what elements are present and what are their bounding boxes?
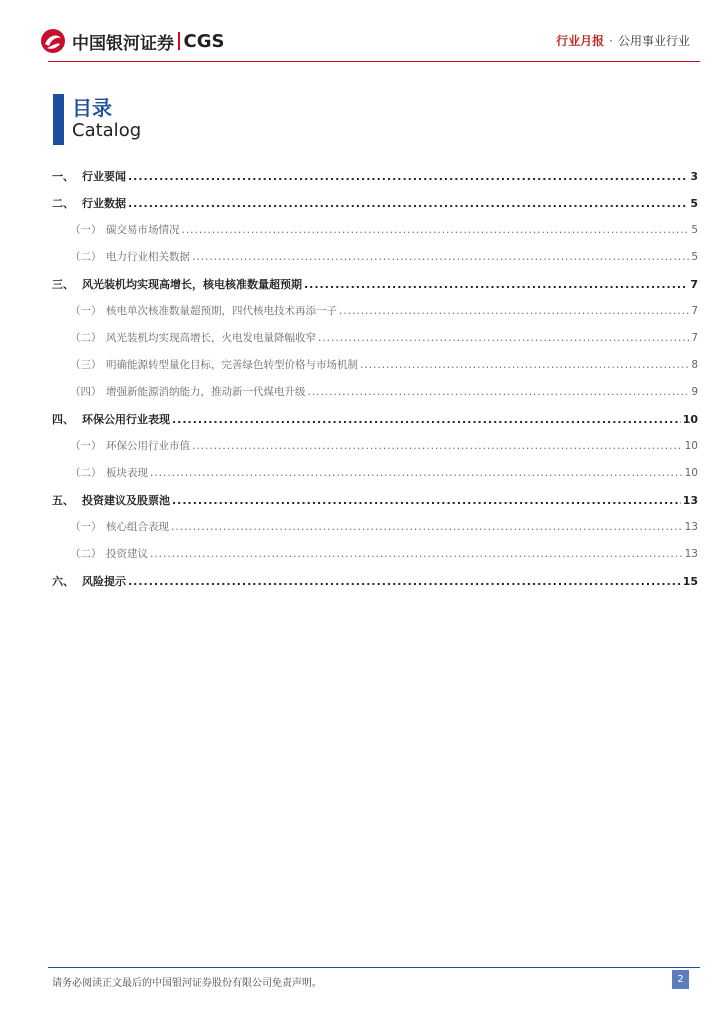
toc-entry-number: （二） — [70, 467, 102, 479]
toc-entry-page: 7 — [691, 305, 698, 317]
toc-entry-number: （二） — [70, 332, 102, 344]
galaxy-logo-icon — [40, 28, 66, 54]
toc-dot-leader — [150, 548, 683, 560]
toc-entry[interactable] — [52, 546, 698, 561]
toc-entry-page: 10 — [682, 413, 698, 426]
toc-entry-title: 投资建议 — [106, 548, 148, 560]
toc-entry-number: 五、 — [52, 494, 74, 507]
toc-dot-leader — [182, 224, 690, 236]
company-logo — [40, 27, 224, 55]
toc-entry-number: （二） — [70, 251, 102, 263]
toc-entry-number: （一） — [70, 224, 102, 236]
toc-entry-page: 7 — [690, 278, 698, 291]
disclaimer-text: 请务必阅读正文最后的中国银河证券股份有限公司免责声明。 — [52, 978, 322, 989]
footer-divider — [48, 967, 700, 968]
toc-entry-number: （二） — [70, 548, 102, 560]
toc-entry-page: 7 — [691, 332, 698, 344]
toc-entry-number: 一、 — [52, 170, 74, 183]
header-separator: · — [609, 34, 613, 48]
toc-entry-title: 行业要闻 — [82, 170, 126, 183]
report-tag: 行业月报 — [556, 34, 605, 48]
toc-entry-page: 3 — [690, 170, 698, 183]
catalog-accent-bar — [53, 94, 64, 145]
toc-entry[interactable] — [52, 276, 698, 292]
toc-entry-page: 10 — [684, 440, 698, 452]
toc-dot-leader — [172, 494, 681, 507]
toc-entry[interactable] — [52, 222, 698, 237]
toc-dot-leader — [171, 521, 683, 533]
toc-entry-title: 碳交易市场情况 — [106, 224, 180, 236]
toc-dot-leader — [304, 278, 688, 291]
toc-dot-leader — [318, 332, 689, 344]
toc-dot-leader — [192, 440, 683, 452]
toc-entry-title: 环保公用行业市值 — [106, 440, 190, 452]
toc-entry[interactable] — [52, 168, 698, 184]
toc-entry-title: 电力行业相关数据 — [106, 251, 190, 263]
toc-entry-page: 5 — [690, 197, 698, 210]
toc-entry-title: 行业数据 — [82, 197, 126, 210]
toc-entry-page: 15 — [682, 575, 698, 588]
toc-dot-leader — [150, 467, 683, 479]
toc-entry-number: 二、 — [52, 197, 74, 210]
toc-dot-leader — [192, 251, 689, 263]
toc-entry-title: 核电单次核准数量超预期，四代核电技术再添一子 — [106, 305, 337, 317]
logo-divider — [178, 32, 180, 50]
toc-entry[interactable] — [52, 330, 698, 345]
toc-entry-number: 六、 — [52, 575, 74, 588]
toc-entry-page: 13 — [684, 548, 698, 560]
report-type-label — [556, 32, 690, 49]
toc-entry-page: 8 — [691, 359, 698, 371]
toc-dot-leader — [128, 170, 688, 183]
toc-entry-title: 增强新能源消纳能力，推动新一代煤电升级 — [106, 386, 306, 398]
toc-entry-number: 三、 — [52, 278, 74, 291]
toc-entry[interactable] — [52, 249, 698, 264]
toc-entry-title: 风光装机均实现高增长，核电核准数量超预期 — [82, 278, 302, 291]
toc-entry-title: 投资建议及股票池 — [82, 494, 170, 507]
toc-entry-page: 9 — [691, 386, 698, 398]
logo-english-name: CGS — [183, 30, 225, 52]
page-header — [0, 0, 724, 64]
logo-chinese-name: 中国银河证券 — [72, 33, 174, 54]
toc-entry-number: （一） — [70, 521, 102, 533]
toc-entry-title: 环保公用行业表现 — [82, 413, 170, 426]
toc-entry[interactable] — [52, 411, 698, 427]
toc-dot-leader — [128, 575, 681, 588]
toc-entry[interactable] — [52, 573, 698, 589]
toc-entry-number: （一） — [70, 440, 102, 452]
toc-entry-number: （四） — [70, 386, 102, 398]
catalog-title-en: Catalog — [72, 120, 142, 141]
header-divider — [48, 61, 700, 62]
toc-entry[interactable] — [52, 357, 698, 372]
toc-entry[interactable] — [52, 195, 698, 211]
toc-entry-page: 5 — [691, 251, 698, 263]
toc-dot-leader — [128, 197, 688, 210]
toc-entry-page: 5 — [691, 224, 698, 236]
toc-dot-leader — [308, 386, 690, 398]
toc-entry[interactable] — [52, 384, 698, 399]
catalog-title-cn: 目录 — [72, 96, 112, 120]
toc-entry[interactable] — [52, 465, 698, 480]
toc-entry-title: 明确能源转型量化目标，完善绿色转型价格与市场机制 — [106, 359, 358, 371]
toc-entry-page: 13 — [682, 494, 698, 507]
toc-entry[interactable] — [52, 519, 698, 534]
toc-entry-page: 13 — [684, 521, 698, 533]
toc-dot-leader — [172, 413, 681, 426]
toc-entry-number: 四、 — [52, 413, 74, 426]
toc-entry[interactable] — [52, 438, 698, 453]
toc-entry[interactable] — [52, 303, 698, 318]
toc-entry-title: 板块表现 — [106, 467, 148, 479]
industry-name: 公用事业行业 — [617, 34, 690, 48]
toc-entry-title: 风光装机均实现高增长，火电发电量降幅收窄 — [106, 332, 316, 344]
page-number-badge: 2 — [672, 970, 689, 989]
toc-entry-title: 核心组合表现 — [106, 521, 169, 533]
toc-entry-number: （三） — [70, 359, 102, 371]
toc-entry[interactable] — [52, 492, 698, 508]
toc-entry-page: 10 — [684, 467, 698, 479]
toc-dot-leader — [360, 359, 689, 371]
toc-entry-number: （一） — [70, 305, 102, 317]
toc-entry-title: 风险提示 — [82, 575, 126, 588]
toc-dot-leader — [339, 305, 689, 317]
